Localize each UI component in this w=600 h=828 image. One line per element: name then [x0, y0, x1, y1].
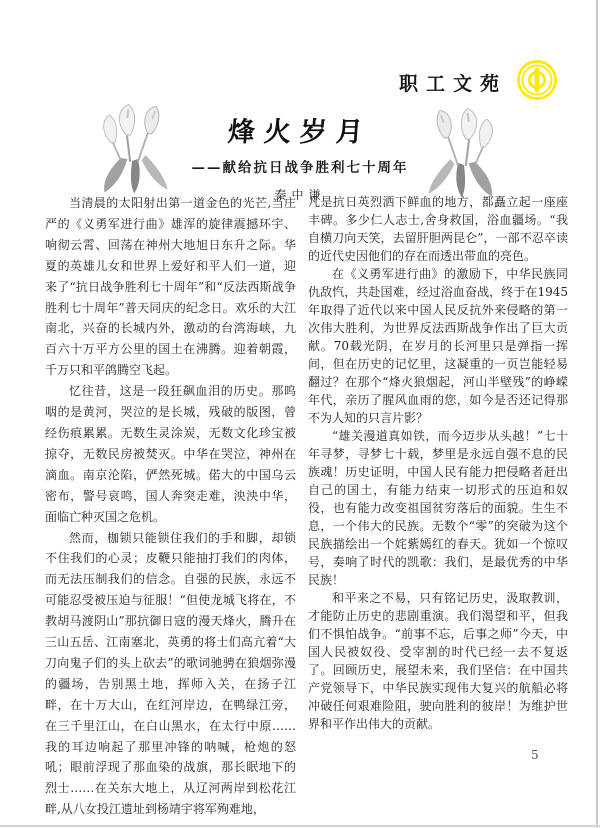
section-header — [399, 58, 558, 102]
article-paragraph: 凡是抗日英烈洒下鲜血的地方，都矗立起一座座丰碑。多少仁人志士,舍身救国，浴血疆场。“我自横刀向天笑，去留肝胆两昆仑”，一部不忍卒读的近代史因他们的存在而透出带血的亮色。 — [308, 195, 568, 263]
article-author: 秦中谦 — [274, 188, 326, 202]
page-edge-right — [596, 0, 598, 828]
article-paragraph: “雄关漫道真如铁，而今迈步从头越！”七十年寻梦，寻梦七十载，梦里是永远自强不息的民族魂！历史证明，中国人民有能力把侵略者赶出自己的国土，有能力结束一切形式的压迫和奴役，也有能力改变祖国贫穷落后的面貌。生生不息，一个伟大的民族。无数个“零”的突破为这个民族描绘出一个姹紫嫣红的春天。犹如一个惊叹号，奏响了时代的凯歌：我们，是最优秀的中华民族！ — [308, 429, 568, 587]
section-label: 职工文苑 — [398, 72, 507, 95]
article-title-block — [0, 110, 600, 203]
article-paragraph: 忆往昔，这是一段狂飙血泪的历史。那呜咽的是黄河，哭泣的是长城，残破的版图，曾经伤痕累累。无数生灵涂炭，无数文化珍宝被掠夺，无数民房被焚灭。中华在哭泣，神州在滴血。南京沦陷，俨然死城。偌大的中国乌云密布，警号哀鸣，国人奔突走难，泱泱中华，面临亡种灭国之危机。 — [45, 384, 296, 524]
page-edge-bottom — [0, 825, 600, 827]
article-column-left — [45, 193, 296, 820]
article-subtitle: ——献给抗日战争胜利七十周年 — [191, 160, 409, 176]
page-number: 5 — [531, 748, 540, 762]
article-paragraph: 和平来之不易，只有铭记历史，汲取教训，才能防止历史的悲剧重演。我们渴望和平，但我们不惧怕战争。“前事不忘，后事之师”今天，中国人民被奴役、受宰割的时代已经一去不复返了。回顾历史，展望未来，我们坚信：在中国共产党领导下，中华民族实现伟大复兴的航船必将冲破任何艰难险阻，驶向胜利的彼岸！为维护世界和平作出伟大的贡献。 — [308, 591, 568, 731]
article-paragraph: 当清晨的太阳射出第一道金色的光芒,当庄严的《义勇军进行曲》雄浑的旋律震撼环宇、响彻云霄、回荡在神州大地旭日东升之际。华夏的英雄儿女和世界上爱好和平人们一道，迎来了“抗日战争胜利七十周年”和“反法西斯战争胜利七十周年”普天同庆的纪念日。欢乐的大江南北，兴奋的长城内外，激动的台湾海峡，九百六十万平方公里的国土在沸腾。迎着朝霞，千万只和平鸽腾空飞起。 — [45, 196, 296, 378]
article-title: 烽火岁月 — [226, 117, 373, 148]
article-column-right — [308, 193, 568, 733]
trade-union-emblem-icon — [516, 59, 558, 101]
article-paragraph: 在《义勇军进行曲》的激励下，中华民族同仇敌忾，共赴国难，经过浴血奋战，终于在1945年取得了近代以来中国人民反抗外来侵略的第一次伟大胜利，为世界反法西斯战争作出了巨大贡献。70载光阴，在岁月的长河里只是弹指一挥间，但在历史的记忆里，这凝重的一页岂能轻易翻过？在那个“烽火狼烟起，河山半壁残”的峥嵘年代，亲历了腥风血雨的您，如今是否还记得那不为人知的只言片影？ — [308, 267, 568, 425]
article-paragraph: 然而，枷锁只能锁住我们的手和脚，却锁不住我们的心灵；皮鞭只能抽打我们的肉体，而无法压制我们的信念。自强的民族，永远不可能忍受被压迫与征服！“但使龙城飞将在，不教胡马渡阴山”那抗御日寇的漫天烽火，腾升在三山五岳、江南塞北，英勇的将士们高亢着“大刀向鬼子们的头上砍去”的歌词驰骋在狼烟弥漫的疆场，告别黑土地，挥师入关，在扬子江畔，在十万大山，在红河岸边，在鸭绿江旁，在三千里江山，在白山黑水，在太行中原……我的耳边响起了那里冲锋的呐喊，枪炮的怒吼；眼前浮现了那血染的战旗，那长眠地下的烈士……在关东大地上，从辽河两岸到松花江畔,从八女投江遗址到杨靖宇将军殉难地， — [45, 530, 296, 817]
